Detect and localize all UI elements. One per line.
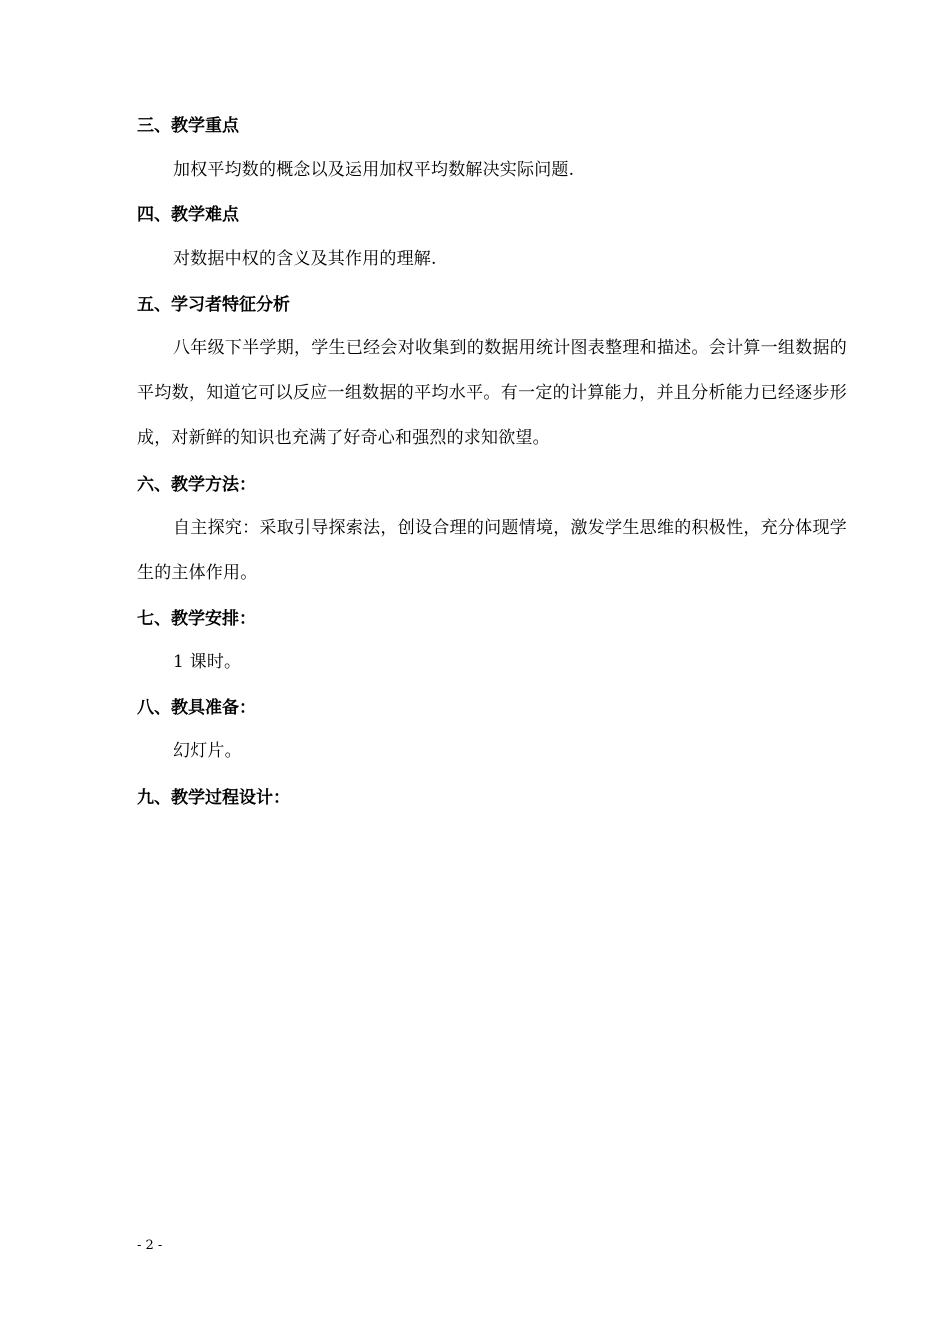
heading-learner-analysis: 五、学习者特征分析 bbox=[137, 295, 290, 315]
heading-teaching-schedule: 七、教学安排： bbox=[137, 609, 256, 629]
page-number: - 2 - bbox=[137, 1238, 163, 1253]
heading-key-points: 三、教学重点 bbox=[137, 116, 239, 136]
heading-process-design: 九、教学过程设计： bbox=[137, 788, 290, 808]
paragraph-teaching-schedule: 1 课时。 bbox=[173, 652, 242, 672]
paragraph-key-points: 加权平均数的概念以及运用加权平均数解决实际问题. bbox=[173, 160, 575, 180]
paragraph-difficulties: 对数据中权的含义及其作用的理解. bbox=[173, 249, 437, 269]
paragraph-learner-analysis: 八年级下半学期，学生已经会对收集到的数据用统计图表整理和描述。会计算一组数据的平均数，知道它可以反应一组数据的平均水平。有一定的计算能力，并且分析能力已经逐步形成，对新鲜的知识也充满了好奇心和强烈的求知欲望。 bbox=[137, 338, 847, 448]
heading-teaching-aids: 八、教具准备： bbox=[137, 698, 256, 718]
paragraph-teaching-methods: 自主探究：采取引导探索法，创设合理的问题情境，激发学生思维的积极性，充分体现学生的主体作用。 bbox=[137, 518, 847, 583]
heading-teaching-methods: 六、教学方法： bbox=[137, 475, 256, 495]
heading-difficulties: 四、教学难点 bbox=[137, 205, 239, 225]
paragraph-teaching-aids: 幻灯片。 bbox=[173, 741, 242, 761]
